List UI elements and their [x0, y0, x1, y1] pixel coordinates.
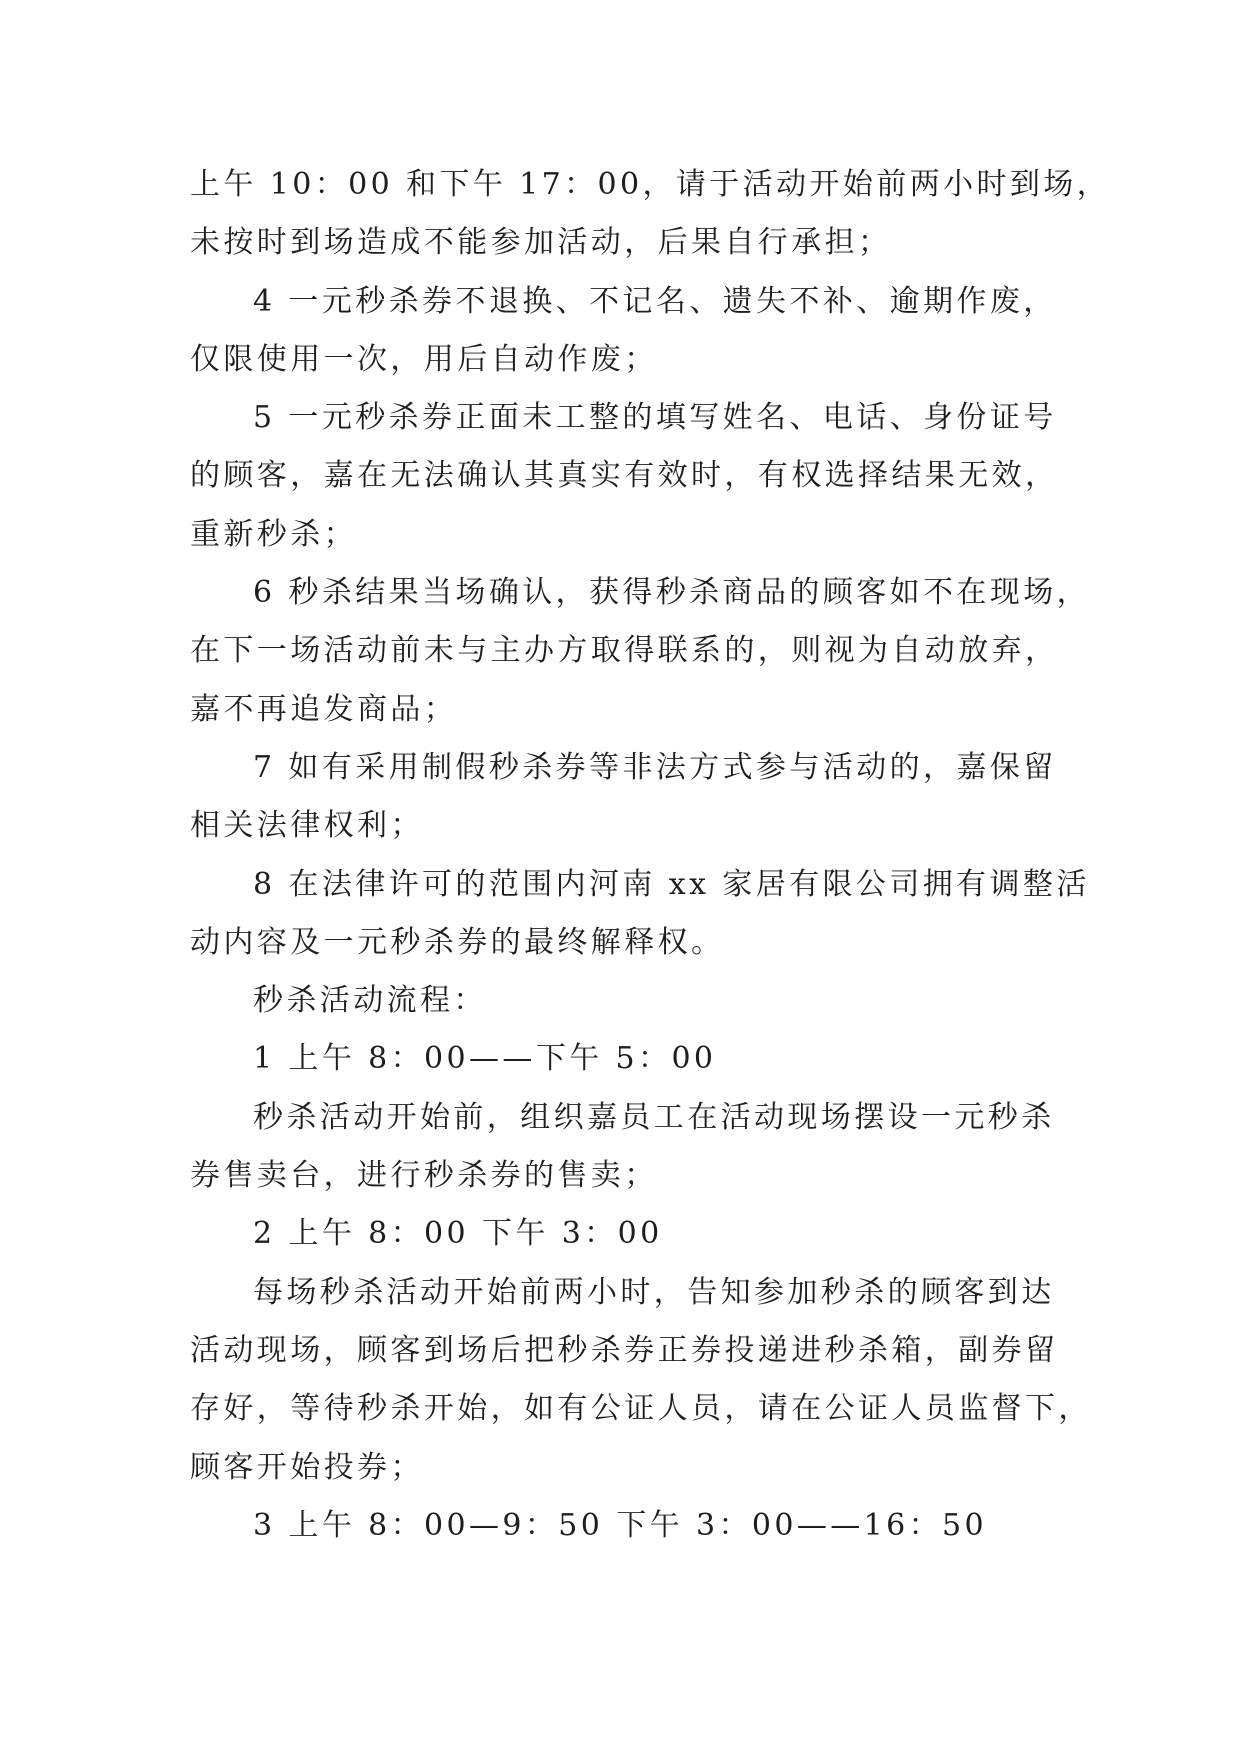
- text-line: 每场秒杀活动开始前两小时，告知参加秒杀的顾客到达: [253, 1274, 1055, 1310]
- text-line: 2 上午 8：00 下午 3：00: [253, 1216, 663, 1252]
- text-line: 存好，等待秒杀开始，如有公证人员，请在公证人员监督下，: [190, 1391, 1092, 1427]
- text-line: 3 上午 8：00—9：50 下午 3：00——16：50: [253, 1507, 987, 1543]
- text-line: 仅限使用一次，用后自动作废；: [190, 341, 658, 377]
- text-line: 顾客开始投券；: [190, 1449, 424, 1485]
- document-body: [190, 156, 1111, 1555]
- text-line: 秒杀活动开始前，组织嘉员工在活动现场摆设一元秒杀: [253, 1099, 1055, 1135]
- text-line: 上午 10：00 和下午 17：00，请于活动开始前两小时到场，: [190, 167, 1111, 202]
- text-line: 7 如有采用制假秒杀券等非法方式参与活动的，嘉保留: [253, 749, 1057, 785]
- text-line: 动内容及一元秒杀券的最终解释权。: [190, 924, 725, 960]
- text-line: 8 在法律许可的范围内河南 xx 家居有限公司拥有调整活: [253, 866, 1090, 902]
- text-line: 相关法律权利；: [190, 808, 424, 844]
- text-line: 未按时到场造成不能参加活动，后果自行承担；: [190, 225, 892, 261]
- text-line: 1 上午 8：00——下午 5：00: [253, 1041, 717, 1077]
- text-line: 的顾客，嘉在无法确认其真实有效时，有权选择结果无效，: [190, 458, 1059, 494]
- text-line: 在下一场活动前未与主办方取得联系的，则视为自动放弃，: [190, 633, 1059, 669]
- text-line: 秒杀活动流程：: [253, 983, 487, 1019]
- text-line: 重新秒杀；: [190, 516, 357, 552]
- text-line: 券售卖台，进行秒杀券的售卖；: [190, 1158, 658, 1194]
- text-line: 4 一元秒杀券不退换、不记名、遗失不补、逾期作废，: [253, 283, 1057, 319]
- text-line: 6 秒杀结果当场确认，获得秒杀商品的顾客如不在现场，: [253, 575, 1091, 611]
- text-line: 嘉不再追发商品；: [190, 691, 458, 727]
- text-line: 5 一元秒杀券正面未工整的填写姓名、电话、身份证号: [253, 400, 1057, 436]
- text-line: 活动现场，顾客到场后把秒杀券正券投递进秒杀箱，副券留: [190, 1332, 1059, 1368]
